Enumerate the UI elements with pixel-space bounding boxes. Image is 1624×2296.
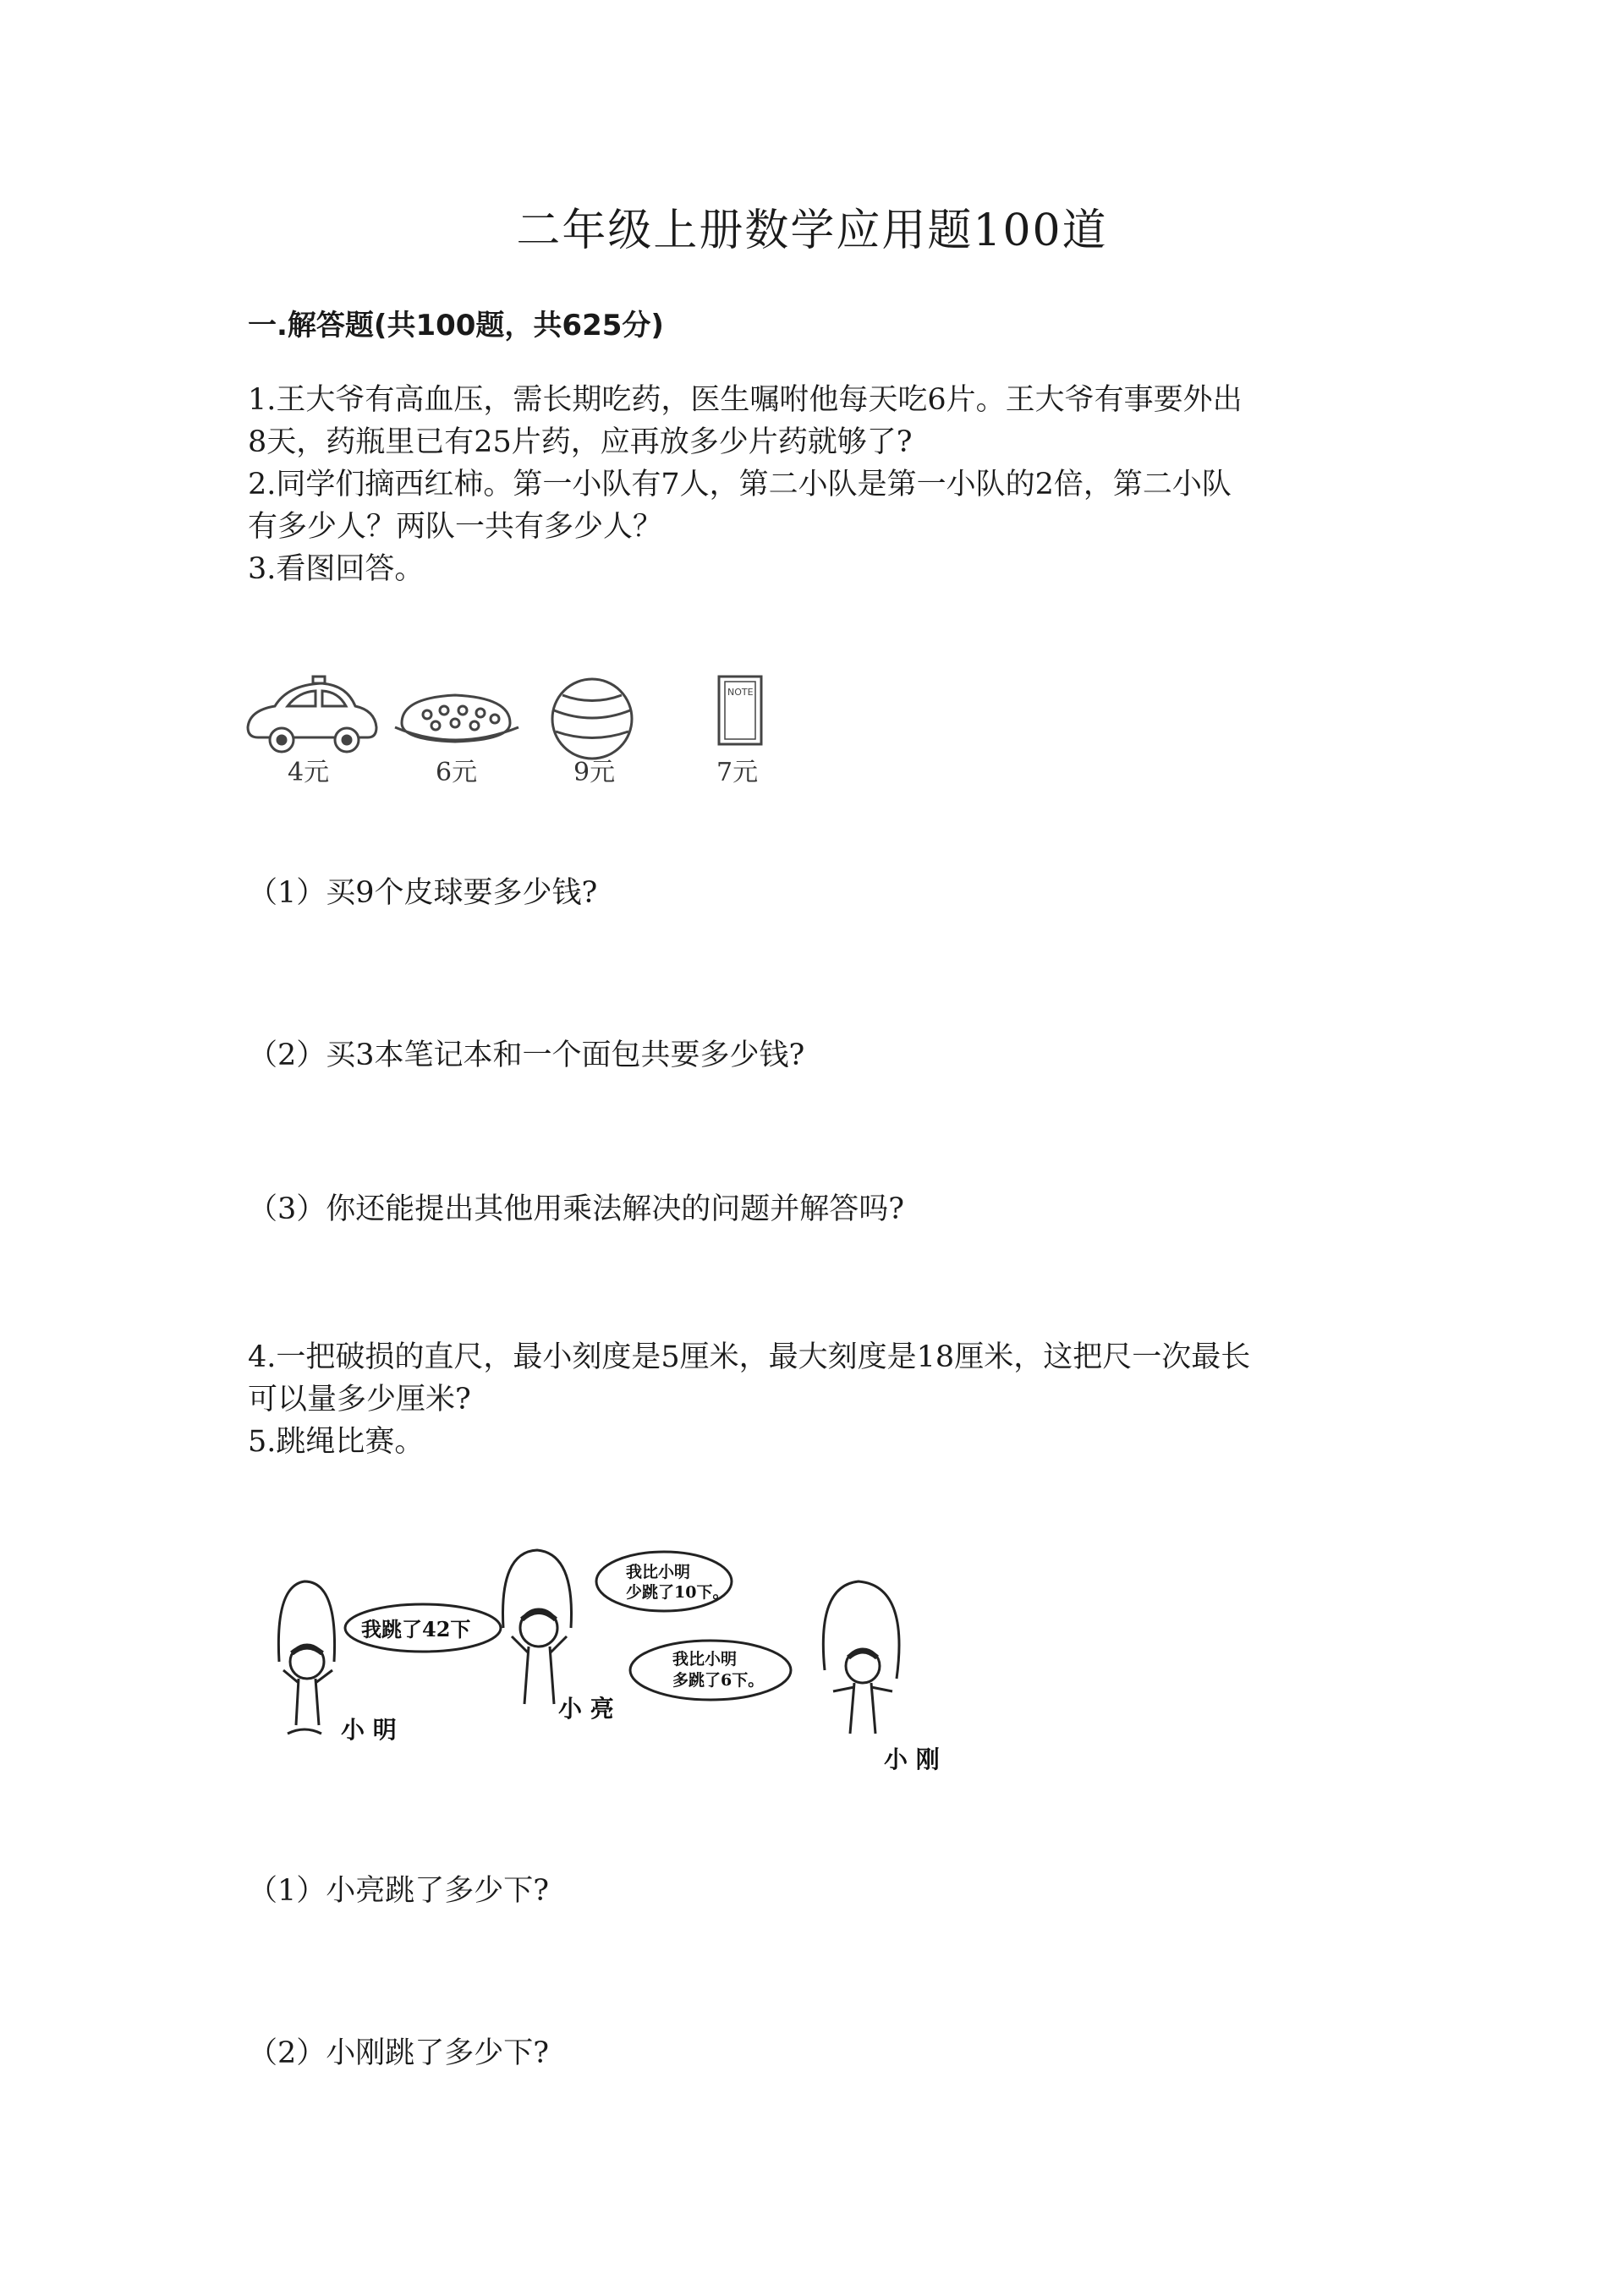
- question-4-line-2: 可以量多少厘米?: [248, 1383, 471, 1417]
- question-3-sub-3: （3）你还能提出其他用乘法解决的问题并解答吗?: [248, 1192, 905, 1226]
- xiaogang-figure: [823, 1581, 899, 1734]
- question-3-sub-1: （1）买9个皮球要多少钱?: [248, 876, 598, 910]
- bubble-xiaogang-line-2: 多跳了6下。: [672, 1671, 765, 1690]
- page-title: 二年级上册数学应用题100道: [516, 205, 1108, 256]
- question-4-line-1: 4.一把破损的直尺，最小刻度是5厘米，最大刻度是18厘米，这把尺一次最长: [248, 1340, 1251, 1374]
- question-2-line-1: 2.同学们摘西红柿。第一小队有7人，第二小队是第一小队的2倍，第二小队: [248, 468, 1232, 501]
- section-heading: 一.解答题(共100题，共625分): [248, 309, 664, 342]
- price-ball: 9元: [573, 758, 616, 787]
- price-car: 4元: [288, 758, 330, 787]
- xiaoliang-figure: [503, 1550, 572, 1704]
- price-cake: 6元: [436, 758, 478, 787]
- bubble-xiaoming-text: 我跳了42下: [361, 1617, 471, 1641]
- question-3: 3.看图回答。: [248, 552, 425, 586]
- bubble-xiaoliang-line-1: 我比小明: [626, 1563, 691, 1581]
- ball-icon: [552, 679, 632, 759]
- question-2-line-2: 有多少人？两队一共有多少人？: [248, 510, 663, 544]
- xiaoming-figure: [278, 1581, 334, 1734]
- question-4-5: [248, 1336, 1398, 1463]
- jumprope-figure: [266, 1543, 960, 1780]
- cake-icon: [395, 695, 518, 742]
- bubble-xiaoliang-line-2: 少跳了10下。: [626, 1583, 729, 1602]
- name-xiaogang: 小 刚: [884, 1745, 940, 1773]
- price-notebook: 7元: [716, 758, 759, 787]
- question-5-sub-1: （1）小亮跳了多少下?: [248, 1874, 550, 1908]
- name-xiaoming: 小 明: [341, 1716, 397, 1744]
- question-5-sub-2: （2）小刚跳了多少下?: [248, 2036, 550, 2070]
- speech-bubble-xiaoliang: [596, 1552, 732, 1611]
- notebook-cover-text: NOTE: [727, 687, 754, 698]
- question-1-line-2: 8天，药瓶里已有25片药，应再放多少片药就够了?: [248, 425, 913, 459]
- name-xiaoliang: 小 亮: [558, 1695, 614, 1723]
- toy-car-icon: [248, 677, 376, 752]
- question-1-line-1: 1.王大爷有高血压，需长期吃药，医生嘱咐他每天吃6片。王大爷有事要外出: [248, 383, 1243, 417]
- question-5: 5.跳绳比赛。: [248, 1425, 425, 1459]
- question-3-sub-2: （2）买3本笔记本和一个面包共要多少钱?: [248, 1038, 805, 1072]
- bubble-xiaogang-line-1: 我比小明: [672, 1650, 738, 1669]
- price-figure: [241, 660, 782, 795]
- question-1: [248, 379, 1398, 590]
